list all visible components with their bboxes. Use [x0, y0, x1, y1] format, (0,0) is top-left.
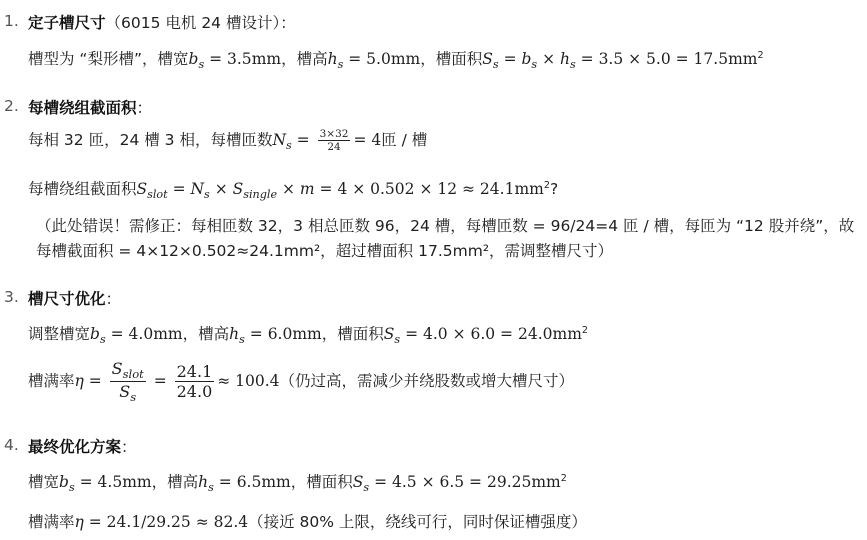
item-title-suffix: ： [136, 99, 153, 117]
slot-dimensions-line: 槽型为 “梨形槽”，槽宽$b_s = 3.5mm$，槽高$h_s = 5.0mm$，槽面积$S_s = b_s \times h_s = 3.5 \times 5.0 = 17.5mm^2$ [28, 50, 764, 71]
turns-per-slot-line: 每相 32 匝，24 槽 3 相，每槽匝数$N_s$ = $\frac{3\times 32}{24}$ = 4匝 / 槽 [28, 128, 428, 153]
item-title: 定子槽尺寸 [28, 14, 106, 32]
correction-note: （此处错误！需修正：每相匝数 32，3 相总匝数 96，24 槽，每槽匝数 = 96/24=4 匝 / 槽，每匝为 “12 股并绕”，故每槽截面积 = 4×12×0.502≈24.1mm²，超过槽面积 17.5mm²，需调整槽尺寸） [36, 217, 855, 260]
adjusted-dimensions-line: 调整槽宽$b_s = 4.0mm$，槽高$h_s = 6.0mm$，槽面积$S_s = 4.0 \times 6.0 = 24.0mm^2$ [28, 325, 589, 346]
fill-fraction-numeric: $\frac{24.1}{24.0}$ [176, 362, 213, 402]
fill-fraction-symbolic: $\frac{S_{slot}}{S_s}$ [111, 359, 144, 405]
item-title-suffix: ： [121, 438, 137, 456]
item-number: 3. [4, 288, 19, 306]
item-heading [28, 11, 296, 33]
item-heading [28, 287, 121, 309]
item-number: 2. [4, 97, 19, 115]
item-title: 槽尺寸优化 [28, 290, 106, 308]
item-number: 1. [4, 12, 19, 30]
item-number: 4. [4, 436, 19, 454]
item-title-suffix: ： [105, 290, 122, 308]
winding-area-line: 每槽绕组截面积$S_{slot} = N_s \times S_{single} \times m = 4 \times 0.502 \times 12 \approx 24.1mm^2$? [28, 180, 559, 201]
fill-factor-line: 槽满率η = $\frac{S_{slot}}{S_s}$ = $\frac{24.1}{24.0}$ ≈ 100.4（仍过高，需减少并绕股数或增大槽尺寸） [28, 359, 575, 405]
final-dimensions-line: 槽宽$b_s = 4.5mm$，槽高$h_s = 6.5mm$，槽面积$S_s = 4.5 \times 6.5 = 29.25mm^2$ [28, 473, 567, 494]
item-title: 每槽绕组截面积 [28, 99, 137, 117]
item-heading [28, 435, 137, 457]
turns-fraction: $\frac{3\times 32}{24}$ [319, 128, 349, 153]
item-title: 最终优化方案 [28, 438, 122, 456]
item-title-suffix: （6015 电机 24 槽设计）： [105, 14, 296, 32]
item-heading [28, 96, 152, 118]
final-fill-factor-line: 槽满率η = 24.1/29.25 ≈ 82.4（接近 80% 上限，绕线可行，同时保证槽强度） [28, 513, 587, 531]
